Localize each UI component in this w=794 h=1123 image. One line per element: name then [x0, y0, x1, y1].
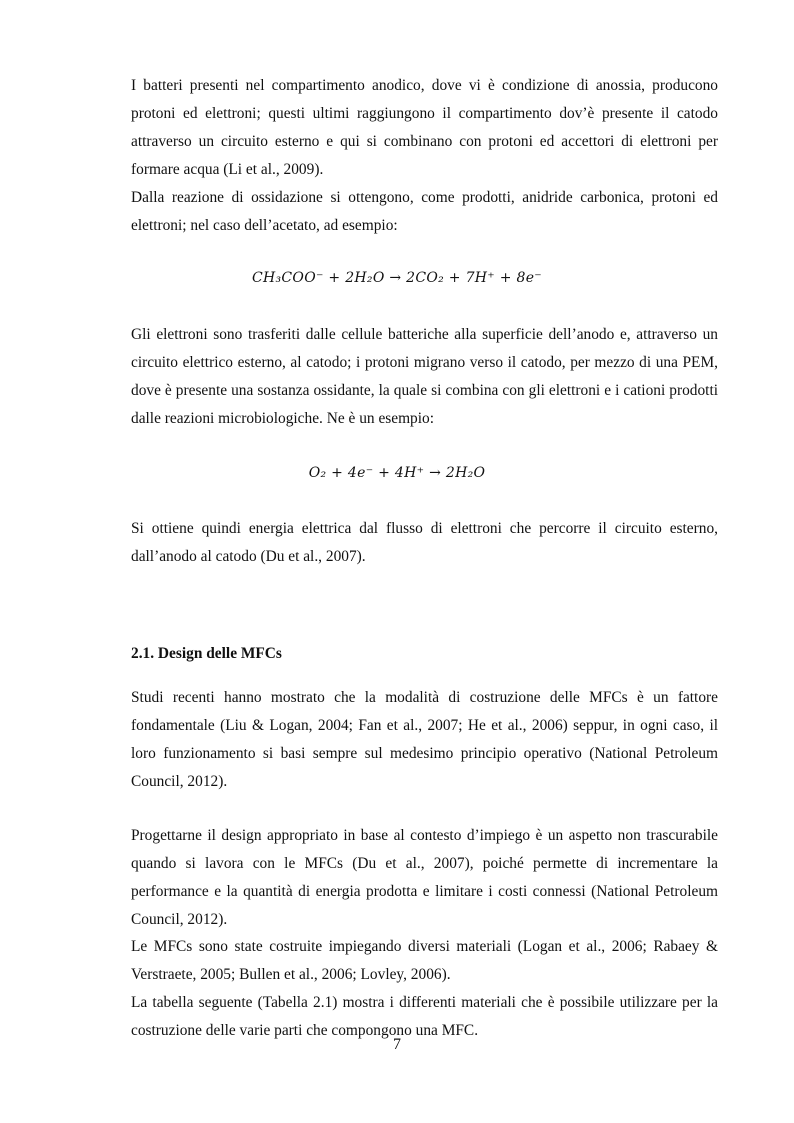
- page-number: 7: [393, 1036, 401, 1053]
- equation-oxygen-reduction: O₂ + 4e⁻ + 4H⁺ → 2H₂O: [308, 465, 486, 481]
- paragraph-materials: Le MFCs sono state costruite impiegando diversi materiali (Logan et al., 2006; Rabaey & Verstraete, 2005; Bullen et al., 2006; Lovley, 2006).: [131, 938, 718, 983]
- paragraph-design-importance: Progettarne il design appropriato in base al contesto d’impiego è un aspetto non trascurabile quando si lavora con le MFCs (Du et al., 2007), poiché permette di incrementare la performance e la quantità di energia prodotta e limitare i costi connessi (National Petroleum Council, 2012).: [131, 827, 718, 928]
- paragraph-table-intro: La tabella seguente (Tabella 2.1) mostra i differenti materiali che è possibile utilizzare per la costruzione delle varie parti che compongono una MFC.: [131, 994, 718, 1039]
- paragraph-electric-energy: Si ottiene quindi energia elettrica dal flusso di elettroni che percorre il circuito esterno, dall’anodo al catodo (Du et al., 2007).: [131, 520, 718, 565]
- paragraph-recent-studies: Studi recenti hanno mostrato che la modalità di costruzione delle MFCs è un fattore fondamentale (Liu & Logan, 2004; Fan et al., 2007; He et al., 2006) seppur, in ogni caso, il loro funzionamento si basi sempre sul medesimo principio operativo (National Petroleum Council, 2012).: [131, 689, 718, 790]
- section-heading: 2.1. Design delle MFCs: [131, 645, 282, 662]
- equation-acetate-oxidation: CH₃COO⁻ + 2H₂O → 2CO₂ + 7H⁺ + 8e⁻: [251, 270, 543, 286]
- paragraph-electron-transfer: Gli elettroni sono trasferiti dalle cellule batteriche alla superficie dell’anodo e, attraverso un circuito elettrico esterno, al catodo; i protoni migrano verso il catodo, per mezzo di una PEM, dove è presente una sostanza ossidante, la quale si combina con gli elettroni e i cationi prodotti dalle reazioni microbiologiche. Ne è un esempio:: [131, 326, 718, 427]
- paragraph-anodic-bacteria: I batteri presenti nel compartimento anodico, dove vi è condizione di anossia, producono protoni ed elettroni; questi ultimi raggiungono il compartimento dov’è presente il catodo attraverso un circuito esterno e qui si combinano con protoni ed accettori di elettroni per formare acqua (Li et al., 2009).: [131, 77, 718, 178]
- paragraph-oxidation-products: Dalla reazione di ossidazione si ottengono, come prodotti, anidride carbonica, protoni ed elettroni; nel caso dell’acetato, ad esempio:: [131, 189, 718, 234]
